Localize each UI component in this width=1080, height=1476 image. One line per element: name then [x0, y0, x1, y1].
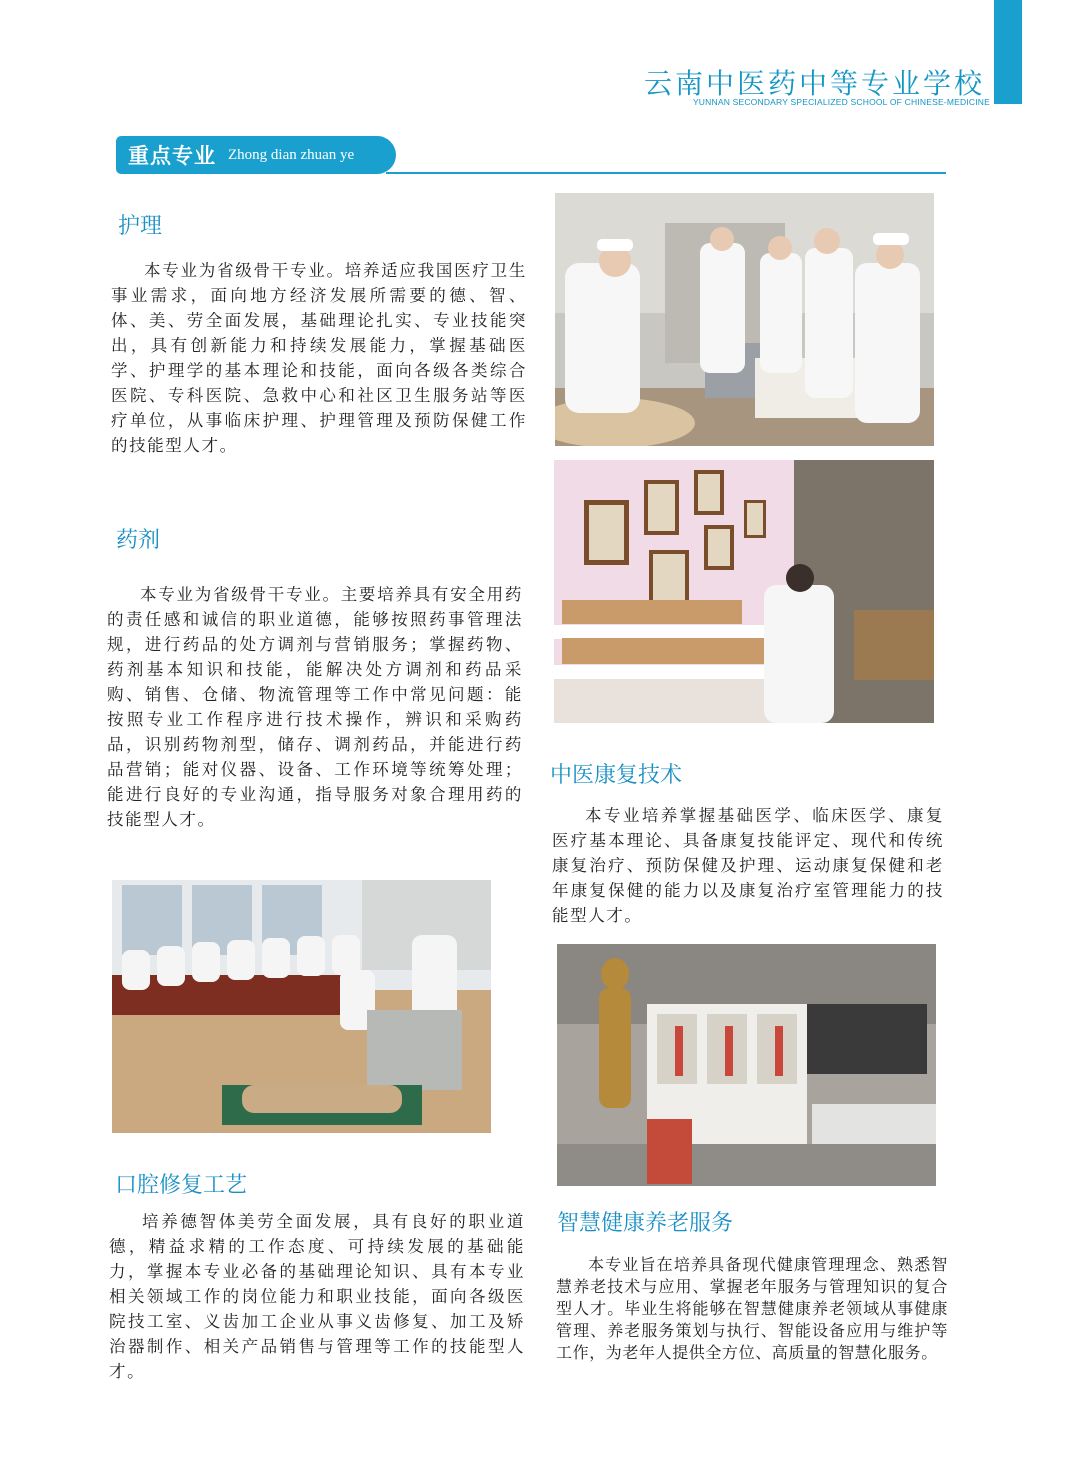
- photo-anatomy-lab: [557, 944, 936, 1186]
- school-name-en: YUNNAN SECONDARY SPECIALIZED SCHOOL OF CHINESE-MEDICINE: [692, 97, 990, 107]
- major-title-pharmacy: 药剂: [116, 528, 161, 553]
- major-desc-elderly-care: 本专业旨在培养具备现代健康管理理念、熟悉智慧养老技术与应用、掌握老年服务与管理知识的复合型人才。毕业生将能够在智慧健康养老领域从事健康管理、养老服务策划与执行、智能设备应用与维护等工作，为老年人提供全方位、高质量的智慧化服务。: [556, 1255, 948, 1362]
- section-title-pinyin: Zhong dian zhuan ye: [228, 146, 355, 163]
- major-title-elderly-care: 智慧健康养老服务: [557, 1211, 734, 1236]
- photo-skills-classroom: [112, 880, 491, 1133]
- major-title-nursing: 护理: [118, 214, 163, 239]
- banner-rule: [386, 172, 946, 174]
- major-title-dental: 口腔修复工艺: [115, 1173, 248, 1198]
- major-desc-rehabilitation: 本专业培养掌握基础医学、临床医学、康复医疗基本理论、具备康复技能评定、现代和传统康复治疗、预防保健及护理、运动康复保健和老年康复保健的能力以及康复治疗室管理能力的技能型人才。: [552, 806, 944, 925]
- section-banner: [116, 136, 946, 176]
- photo-nursing-training: [555, 193, 934, 446]
- major-desc-nursing: 本专业为省级骨干专业。培养适应我国医疗卫生事业需求，面向地方经济发展所需要的德、智、体、美、劳全面发展，基础理论扎实、专业技能突出，具有创新能力和持续发展能力，掌握基础医学、护理学的基本理论和技能，面向各级各类综合医院、专科医院、急救中心和社区卫生服务站等医疗单位，从事临床护理、护理管理及预防保健工作的技能型人才。: [111, 261, 527, 455]
- banner-pill: [116, 136, 396, 174]
- major-title-rehabilitation: 中医康复技术: [550, 763, 683, 788]
- major-desc-dental: 培养德智体美劳全面发展，具有良好的职业道德，精益求精的工作态度、可持续发展的基础能力，掌握本专业必备的基础理论知识、具有本专业相关领域工作的岗位能力和职业技能，面向各级医院技工室、义齿加工企业从事义齿修复、加工及矫治器制作、相关产品销售与管理等工作的技能型人才。: [109, 1212, 525, 1381]
- major-desc-pharmacy: 本专业为省级骨干专业。主要培养具有安全用药的责任感和诚信的职业道德，能够按照药事管理法规，进行药品的处方调剂与营销服务；掌握药物、药剂基本知识和技能，能解决处方调剂和药品采购、销售、仓储、物流管理等工作中常见问题：能按照专业工作程序进行技术操作，辨识和采购药品，识别药物剂型，储存、调剂药品，并能进行药品营销；能对仪器、设备、工作环境等统筹处理；能进行良好的专业沟通，指导服务对象合理用药的技能型人才。: [107, 585, 523, 829]
- school-name-cn: 云南中医药中等专业学校: [643, 67, 985, 100]
- corner-accent-bar: [994, 0, 1022, 104]
- photo-pharmacy-specimens: [554, 460, 934, 723]
- section-title-cn: 重点专业: [128, 144, 216, 168]
